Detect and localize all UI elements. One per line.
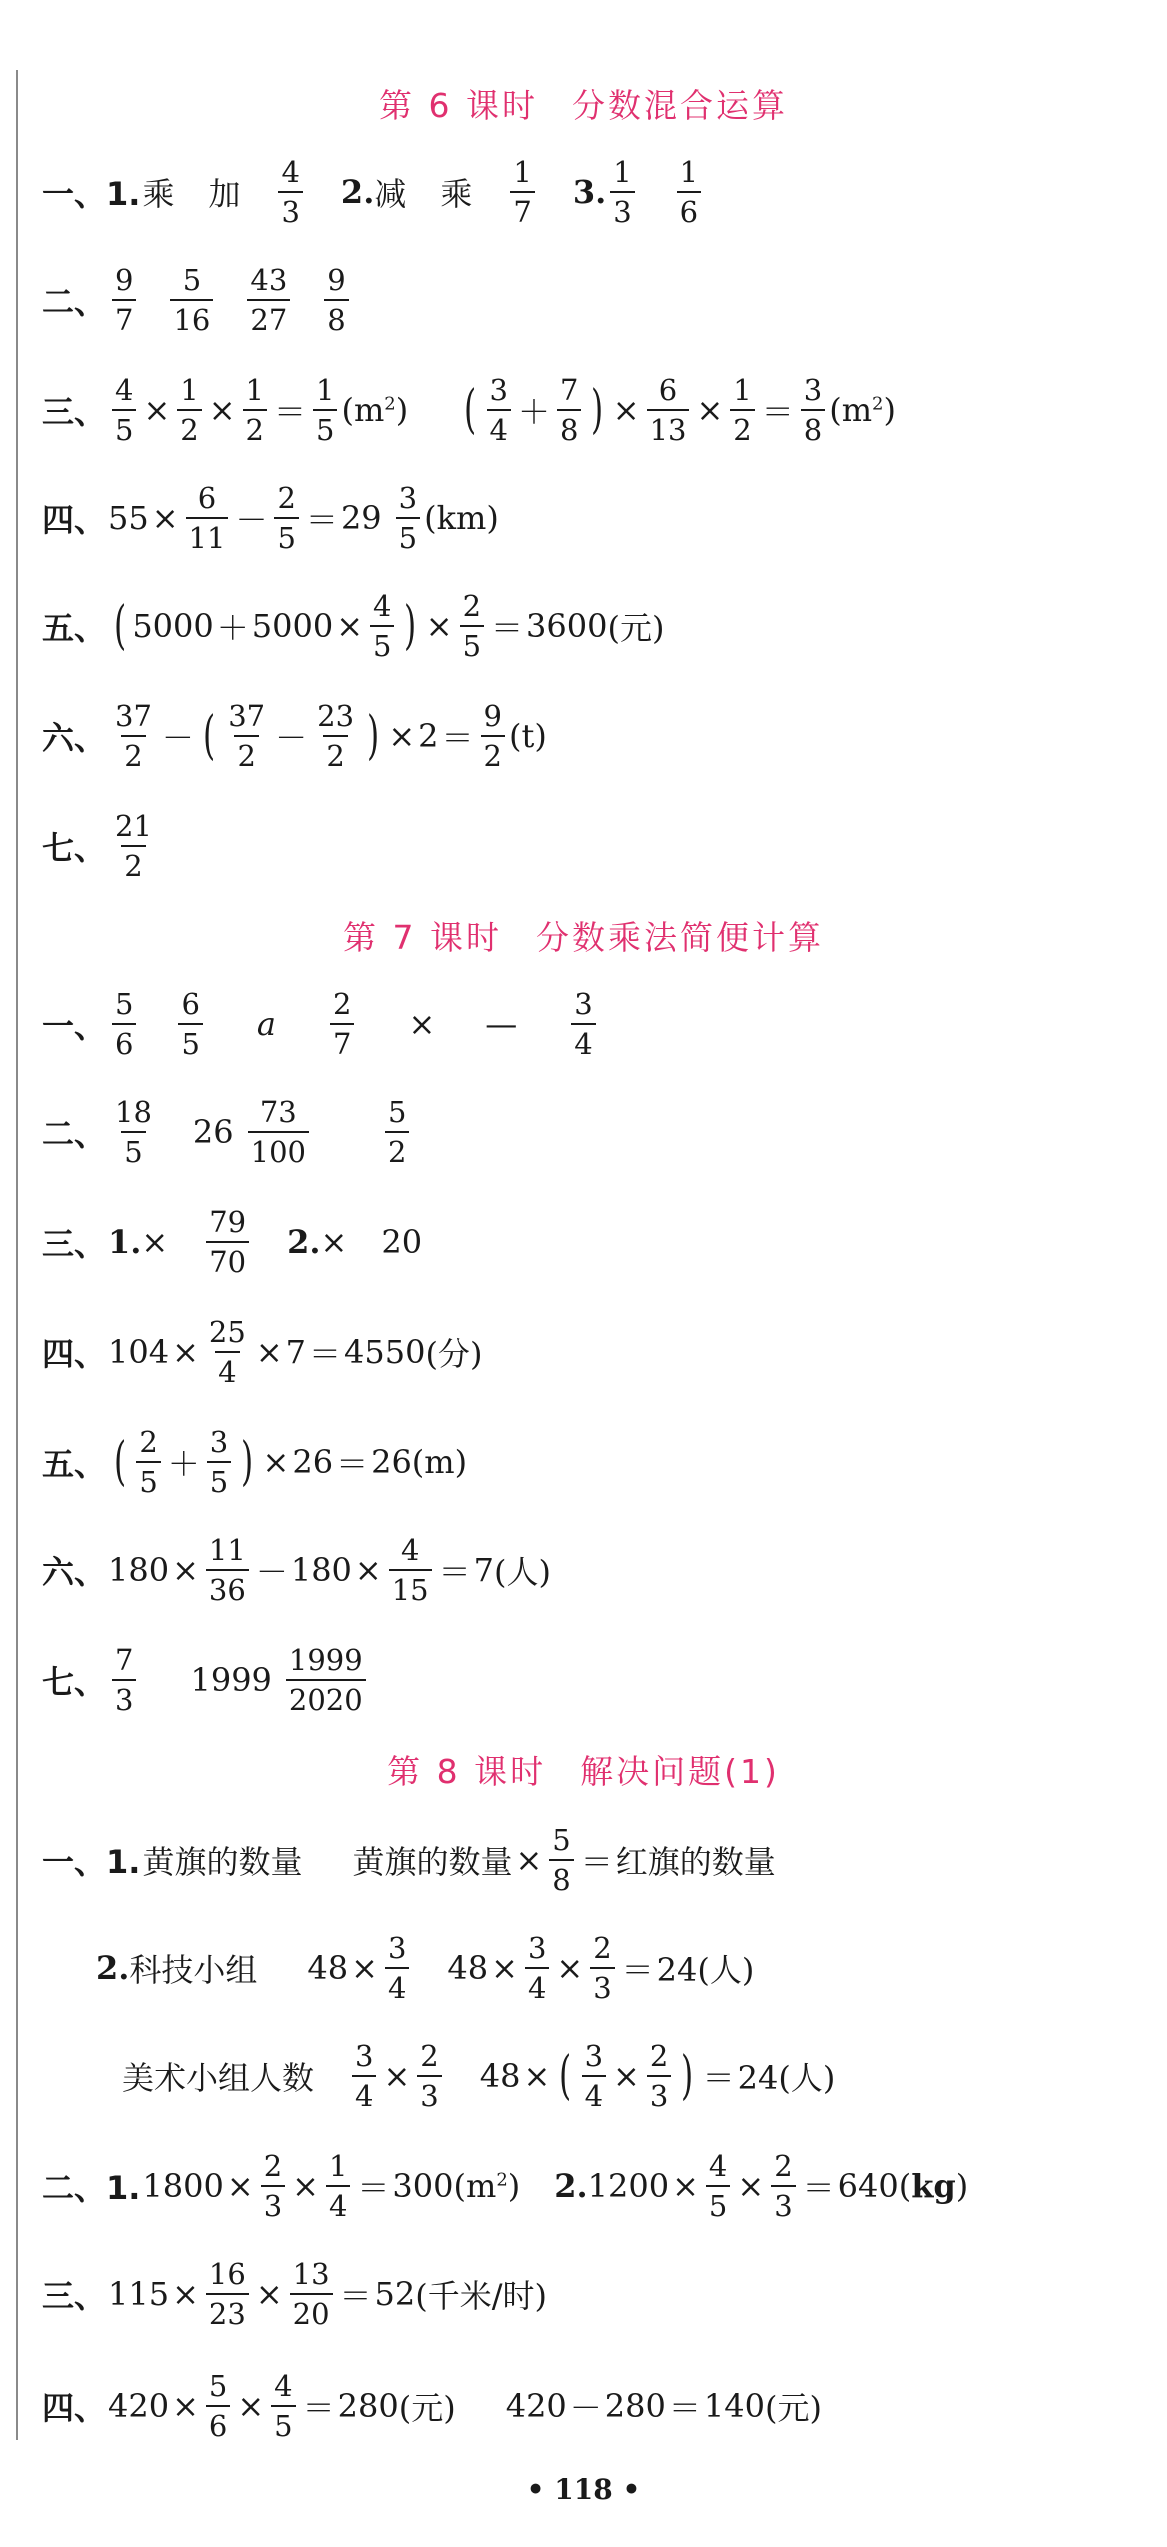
page-number: • 118 • [526, 2473, 641, 2506]
answer-row-s6-6: 六、 $\frac{37}{2}$ － ( $\frac{37}{2}$ － $\frac{23}{2}$ ) × 2 ＝ $\frac{9}{2}$ (t) [42, 698, 547, 773]
lesson-number: 第 6 课时 [379, 86, 538, 125]
answer-row-s8-3: 三、 115 × $\frac{16}{23}$ × $\frac{13}{20}$ ＝ 52 (千米/时) [42, 2256, 548, 2331]
answer-row-s7-1: 一、 $\frac{5}{6}$ $\frac{6}{5}$ a $\frac{2}{7}$ × — $\frac{3}{4}$ [42, 974, 1127, 1074]
fraction: $\frac{1}{6}$ [677, 158, 701, 227]
answer-row-s7-5: 五、 ( $\frac{2}{5}$ ＋ $\frac{3}{5}$ ) × 26 ＝ 26 (m) [42, 1424, 468, 1499]
answer-row-s7-2: 二、 $\frac{18}{5}$ 26 $\frac{73}{100}$ $\frac{5}{2}$ [42, 1082, 1127, 1182]
answer-row-s8-2: 二、1. 1800 × $\frac{2}{3}$ × $\frac{1}{4}$ ＝ 300 $(m^2)$ 2. 1200 × $\frac{4}{5}$ × $\frac{2}{3}$ ＝ 640 (kg) [42, 2148, 969, 2223]
section-title-8: 第 8 课时 解决问题(1) [387, 1752, 780, 1791]
fraction: $\frac{9}{8}$ [324, 266, 348, 335]
answer-row-s8-1-2b: 美术小组人数 $\frac{3}{4}$ × $\frac{2}{3}$ 48 × ( $\frac{3}{4}$ × $\frac{2}{3}$ ) ＝ 24(人) [122, 2038, 836, 2113]
section-title-7: 第 7 课时 分数乘法简便计算 [343, 918, 824, 957]
margin-line [16, 70, 18, 2440]
fraction: $\frac{9}{7}$ [112, 266, 136, 335]
answer-row-s6-7: 七、 $\frac{21}{2}$ [42, 808, 152, 883]
answer-row-s6-4: 四、 55 × $\frac{6}{11}$ － $\frac{2}{5}$ ＝ 29 $\frac{3}{5}$ (km) [42, 480, 499, 555]
fraction: $\frac{43}{27}$ [247, 266, 290, 335]
answer-row-s7-6: 六、 180 × $\frac{11}{36}$ － 180 × $\frac{4}{15}$ ＝ 7 (人) [42, 1532, 551, 1607]
answer-row-s8-1-2: 2. 科技小组 48 × $\frac{3}{4}$ 48 × $\frac{3}{4}$ × $\frac{2}{3}$ ＝ 24(人) [96, 1930, 755, 2005]
answer-row-s6-2: 二、 $\frac{9}{7}$ $\frac{5}{16}$ $\frac{43}{27}$ $\frac{9}{8}$ [42, 250, 1127, 350]
fraction: $\frac{4}{3}$ [278, 158, 302, 227]
section-title-6 [0, 80, 1167, 127]
answer-row-s7-4: 四、 104 × $\frac{25}{4}$ × 7 ＝ 4550 (分) [42, 1314, 483, 1389]
answer-row-s6-1: 一、1. 乘 加 $\frac{4}{3}$ 2. 减 乘 $\frac{1}{7}$ 3. $\frac{1}{3}$ $\frac{1}{6}$ [42, 142, 1127, 242]
answer-row-s6-3: 三、 $\frac{4}{5}$ × $\frac{1}{2}$ × $\frac{1}{2}$ ＝ $\frac{1}{5}$ $(m^2)$ ( $\frac{3}{4}$ ＋ $\frac{7}{8}$ ) × $\frac{6}{13}$ × $\frac{1}{2}$ ＝ $\frac{3}{8}$ $(m^2)$ [42, 372, 896, 447]
answer-row-s6-5: 五、 ( 5000 ＋ 5000 × $\frac{4}{5}$ ) × $\frac{2}{5}$ ＝ 3600 (元) [42, 588, 665, 663]
answer-row-s8-4: 四、 420 × $\frac{5}{6}$ × $\frac{4}{5}$ ＝ 280 (元) 420 － 280 ＝ 140 (元) [42, 2368, 822, 2443]
fraction: $\frac{1}{7}$ [510, 158, 534, 227]
answer-row-s8-1-1: 一、1. 黄旗的数量 黄旗的数量 × $\frac{5}{8}$ ＝ 红旗的数量 [42, 1822, 776, 1897]
fraction: $\frac{5}{16}$ [170, 266, 213, 335]
answer-row-s7-3: 三、 1. × $\frac{79}{70}$ 2. × 20 [42, 1204, 423, 1279]
answer-row-s7-7: 七、 $\frac{7}{3}$ 1999 $\frac{1999}{2020}$ [42, 1630, 1127, 1730]
fraction: $\frac{1}{3}$ [610, 158, 634, 227]
lesson-topic: 分数混合运算 [571, 86, 788, 125]
